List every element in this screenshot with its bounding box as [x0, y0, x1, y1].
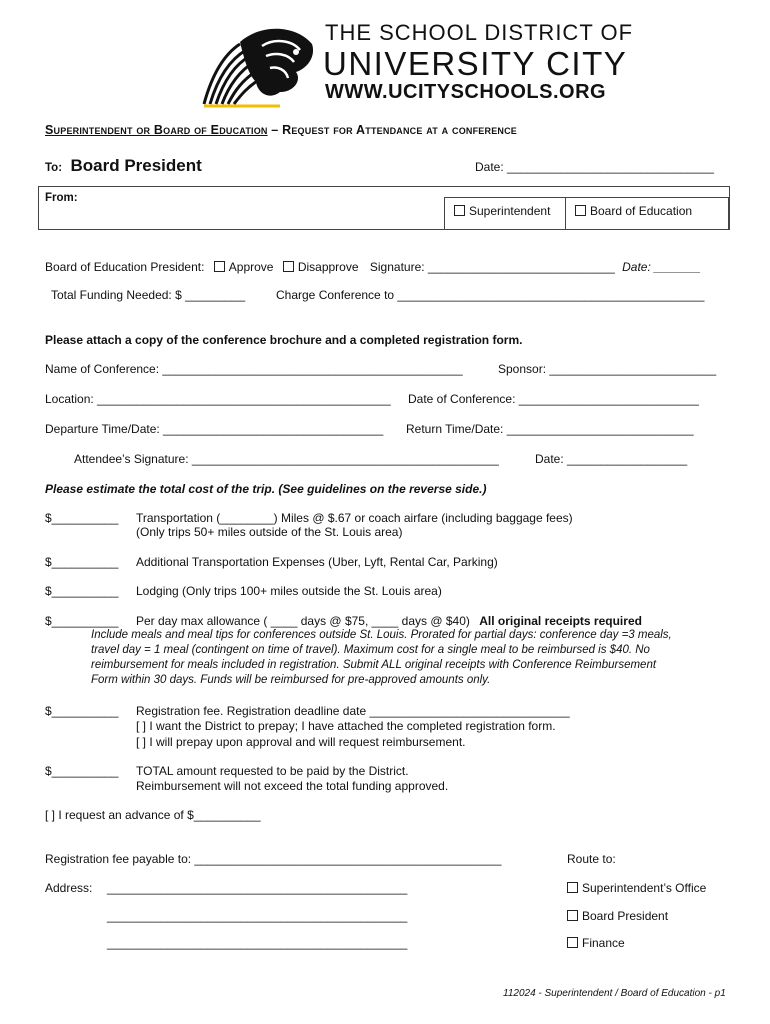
location-field[interactable]: Location: ____________________________________________: [45, 392, 391, 406]
lodging-amount[interactable]: $__________: [45, 584, 119, 598]
meals-note-1: Include meals and meal tips for conferences outside St. Louis. Prorated for partial days: conference day =3 meals,: [91, 629, 672, 641]
from-board-label: Board of Education: [590, 204, 693, 218]
conference-date-field[interactable]: Date of Conference: ___________________________: [408, 392, 699, 406]
registration-label: Registration fee. Registration deadline date ______________________________: [136, 704, 570, 718]
per-day-text: Per day max allowance ( ____ days @ $75, ____ days @ $40): [136, 614, 470, 628]
attach-note: Please attach a copy of the conference brochure and a completed registration form.: [45, 333, 523, 347]
per-day-label: [136, 614, 642, 628]
approve-label: Approve: [228, 260, 274, 274]
conference-name-field[interactable]: Name of Conference: _____________________________________________: [45, 362, 463, 376]
estimate-note: Please estimate the total cost of the trip. (See guidelines on the reverse side.): [45, 482, 487, 496]
payable-to-field[interactable]: Registration fee payable to: ______________________________________________: [45, 852, 502, 866]
meals-note-3: reimbursement for meals included in registration. Submit ALL original receipts with Conference Reimbursement: [91, 659, 657, 671]
route-superintendent[interactable]: [567, 881, 706, 895]
checkbox-icon[interactable]: [214, 261, 225, 272]
from-superintendent-label: Superintendent: [469, 204, 551, 218]
logo-line-2: UNIVERSITY CITY: [323, 45, 628, 82]
title-part-1: Superintendent or Board of Education: [45, 123, 268, 137]
total-funding-field[interactable]: Total Funding Needed: $ _________: [51, 288, 246, 302]
to-row: [45, 156, 202, 176]
return-field[interactable]: Return Time/Date: ____________________________: [406, 422, 694, 436]
sponsor-field[interactable]: Sponsor: _________________________: [498, 362, 717, 376]
meals-note-2: travel day = 1 meal (contingent on time of travel). Maximum cost for a single meal to be reimbursed is $40. No: [91, 644, 650, 656]
page-title: [45, 123, 517, 137]
from-label: From:: [45, 192, 78, 204]
checkbox-icon[interactable]: [567, 882, 578, 893]
approve-option[interactable]: [214, 260, 274, 274]
date-field[interactable]: Date: _______________________________: [475, 160, 714, 174]
address-line-2[interactable]: _____________________________________________: [107, 909, 408, 923]
address-label: Address:: [45, 881, 93, 895]
receipts-required: All original receipts required: [479, 614, 642, 628]
approval-row: [45, 260, 701, 274]
lion-logo-icon: [200, 22, 318, 108]
lodging-label: Lodging (Only trips 100+ miles outside the St. Louis area): [136, 584, 442, 598]
total-note: Reimbursement will not exceed the total funding approved.: [136, 779, 449, 793]
title-dash: –: [267, 123, 283, 137]
attendee-date-field[interactable]: Date: __________________: [535, 452, 688, 466]
approval-signature[interactable]: Signature: ____________________________: [369, 260, 615, 274]
charge-conference-field[interactable]: Charge Conference to ______________________________________________: [276, 288, 705, 302]
additional-transport-amount[interactable]: $__________: [45, 555, 119, 569]
to-label: To:: [45, 162, 63, 174]
from-board-option[interactable]: [575, 204, 692, 218]
total-label: TOTAL amount requested to be paid by the District.: [136, 764, 409, 778]
checkbox-icon[interactable]: [575, 205, 586, 216]
meals-note-4: Form within 30 days. Funds will be reimbursed for pre-approved amounts only.: [91, 674, 491, 686]
route-item-label: Finance: [582, 936, 625, 950]
transportation-note: (Only trips 50+ miles outside of the St. Louis area): [136, 525, 403, 539]
page-footer: 112024 - Superintendent / Board of Education - p1: [503, 988, 726, 999]
disapprove-label: Disapprove: [297, 260, 359, 274]
departure-field[interactable]: Departure Time/Date: _________________________________: [45, 422, 384, 436]
route-label: Route to:: [567, 852, 616, 866]
route-finance[interactable]: [567, 936, 625, 950]
route-board-president[interactable]: [567, 909, 668, 923]
route-item-label: Superintendent’s Office: [582, 881, 707, 895]
prepay-self-option[interactable]: [ ] I will prepay upon approval and will request reimbursement.: [136, 735, 466, 749]
title-part-2: Request for Attendance at a conference: [282, 123, 518, 137]
checkbox-icon[interactable]: [567, 910, 578, 921]
total-amount[interactable]: $__________: [45, 764, 119, 778]
prepay-district-option[interactable]: [ ] I want the District to prepay; I have attached the completed registration form.: [136, 719, 556, 733]
checkbox-icon[interactable]: [283, 261, 294, 272]
disapprove-option[interactable]: [283, 260, 359, 274]
address-line-3[interactable]: _____________________________________________: [107, 936, 408, 950]
from-superintendent-option[interactable]: [454, 204, 550, 218]
transportation-label: Transportation (________) Miles @ $.67 or coach airfare (including baggage fees): [136, 511, 573, 525]
additional-transport-label: Additional Transportation Expenses (Uber, Lyft, Rental Car, Parking): [136, 555, 498, 569]
checkbox-icon[interactable]: [454, 205, 465, 216]
registration-amount[interactable]: $__________: [45, 704, 119, 718]
checkbox-icon[interactable]: [567, 937, 578, 948]
transportation-amount[interactable]: $__________: [45, 511, 119, 525]
route-item-label: Board President: [582, 909, 669, 923]
advance-option[interactable]: [ ] I request an advance of $__________: [45, 808, 261, 822]
approval-date[interactable]: Date: _______: [622, 260, 701, 274]
logo-line-1: THE SCHOOL DISTRICT OF: [325, 20, 634, 45]
address-line-1[interactable]: _____________________________________________: [107, 881, 408, 895]
approval-label: Board of Education President:: [45, 260, 205, 274]
attendee-signature-field[interactable]: Attendee’s Signature: ______________________________________________: [74, 452, 499, 466]
per-day-amount[interactable]: $__________: [45, 614, 119, 628]
logo-url: WWW.UCITYSCHOOLS.ORG: [325, 81, 607, 103]
to-value: Board President: [70, 156, 202, 175]
